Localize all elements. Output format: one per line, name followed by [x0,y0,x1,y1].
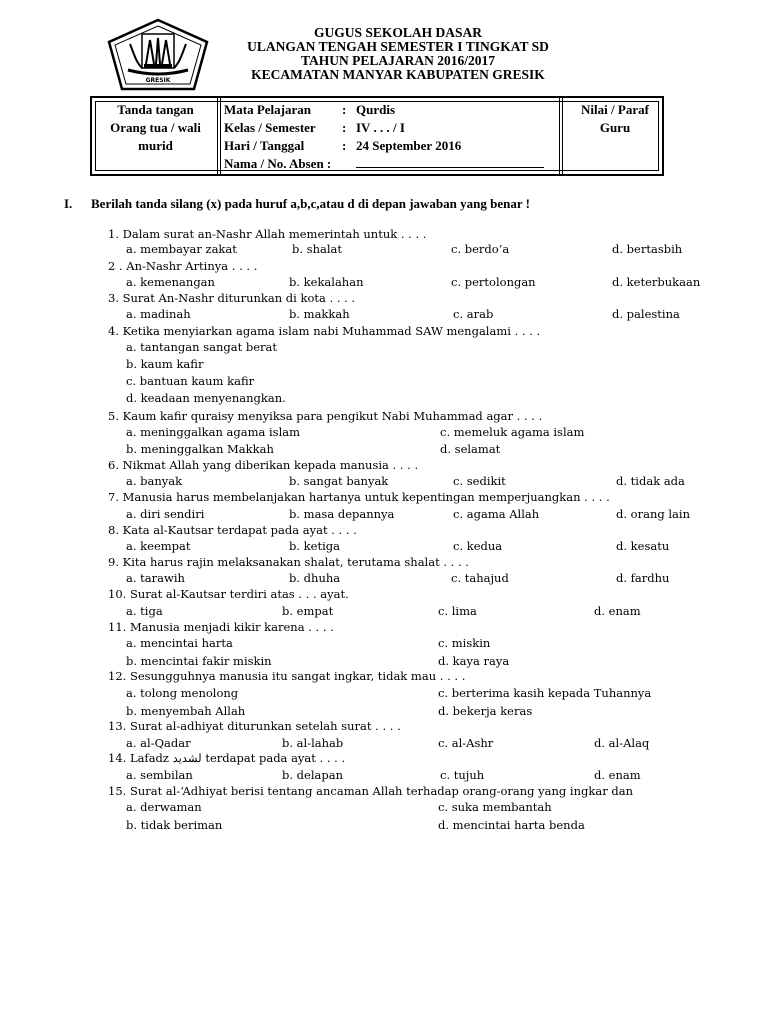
question-3-option-b[interactable]: b. makkah [289,307,350,321]
header-line-4: KECAMATAN MANYAR KABUPATEN GRESIK [251,67,545,82]
class-semester-value: IV . . . / I [356,120,405,135]
grade-line-2: Guru [599,120,631,135]
question-1-option-d[interactable]: d. bertasbih [612,242,683,256]
question-13: 13. Surat al-adhiyat diturunkan setelah surat . . . . [108,719,401,733]
question-10-option-c[interactable]: c. lima [438,604,477,618]
question-1: 1. Dalam surat an-Nashr Allah memerintah untuk . . . . [108,227,427,241]
question-10-option-d[interactable]: d. enam [594,604,641,618]
question-9-option-b[interactable]: b. dhuha [289,571,341,585]
question-5-option-d[interactable]: d. selamat [440,442,501,456]
school-district-logo [106,18,210,92]
question-1-option-c[interactable]: c. berdo’a [451,242,510,256]
column-divider [220,98,221,174]
question-12-option-b[interactable]: b. menyembah Allah [126,704,246,718]
date-label: Hari / Tanggal [224,138,305,153]
question-8-option-c[interactable]: c. kedua [453,539,503,553]
subject-value: Qurdis [356,102,396,117]
question-4-option-c[interactable]: c. bantuan kaum kafir [126,374,255,388]
question-12-option-d[interactable]: d. bekerja keras [438,704,533,718]
question-5-option-b[interactable]: b. meninggalkan Makkah [126,442,274,456]
question-15: 15. Surat al-‘Adhiyat berisi tentang ancaman Allah terhadap orang-orang yang ingkar dan [108,784,633,798]
question-10-option-b[interactable]: b. empat [282,604,334,618]
subject-sep: : [342,102,347,117]
question-4-option-d[interactable]: d. keadaan menyenangkan. [126,391,286,405]
question-11-option-d[interactable]: d. kaya raya [438,654,510,668]
subject-label: Mata Pelajaran [224,102,312,117]
question-1-option-b[interactable]: b. shalat [292,242,342,256]
question-4-option-a[interactable]: a. tantangan sangat berat [126,340,278,354]
question-11-option-b[interactable]: b. mencintai fakir miskin [126,654,272,668]
question-11: 11. Manusia menjadi kikir karena . . . . [108,620,334,634]
subject-row [224,101,395,119]
question-5-option-c[interactable]: c. memeluk agama islam [440,425,585,439]
question-15-option-d[interactable]: d. mencintai harta benda [438,818,585,832]
question-3: 3. Surat An-Nashr diturunkan di kota . . . . [108,291,356,305]
question-11-option-a[interactable]: a. mencintai harta [126,636,233,650]
section-number: I. [64,196,73,211]
parent-signature-cell [94,101,217,155]
question-13-option-c[interactable]: c. al-Ashr [438,736,494,750]
header-line-2: ULANGAN TENGAH SEMESTER I TINGKAT SD [247,39,549,54]
class-semester-row [224,119,405,137]
question-7-option-d[interactable]: d. orang lain [616,507,690,521]
parent-signature-line-3: murid [138,138,173,153]
column-divider [559,98,560,174]
section-instruction [64,196,530,212]
question-9-option-c[interactable]: c. tahajud [451,571,509,585]
question-7-option-b[interactable]: b. masa depannya [289,507,395,521]
question-5-option-a[interactable]: a. meninggalkan agama islam [126,425,301,439]
header-line-3: TAHUN PELAJARAN 2016/2017 [300,53,495,68]
question-7-option-a[interactable]: a. diri sendiri [126,507,205,521]
section-title: Berilah tanda silang (x) pada huruf a,b,c,atau d di depan jawaban yang benar ! [91,196,530,211]
question-13-option-b[interactable]: b. al-lahab [282,736,344,750]
question-12-option-a[interactable]: a. tolong menolong [126,686,239,700]
grade-line-1: Nilai / Paraf [581,102,649,117]
question-6-option-a[interactable]: a. banyak [126,474,183,488]
question-14-option-d[interactable]: d. enam [594,768,641,782]
question-5: 5. Kaum kafir quraisy menyiksa para pengikut Nabi Muhammad agar . . . . [108,409,543,423]
question-1-option-a[interactable]: a. membayar zakat [126,242,237,256]
date-value: 24 September 2016 [356,138,462,153]
question-4: 4. Ketika menyiarkan agama islam nabi Muhammad SAW mengalami . . . . [108,324,541,338]
question-8-option-d[interactable]: d. kesatu [616,539,670,553]
question-8-option-b[interactable]: b. ketiga [289,539,340,553]
logo-text: GRESIK [145,77,171,84]
name-row [224,155,544,173]
question-14: 14. Lafadz لشديد terdapat pada ayat . . . . [108,751,346,765]
question-15-option-c[interactable]: c. suka membantah [438,800,552,814]
question-13-option-d[interactable]: d. al-Alaq [594,736,650,750]
question-14-option-c[interactable]: c. tujuh [440,768,485,782]
question-3-option-d[interactable]: d. palestina [612,307,680,321]
question-3-option-c[interactable]: c. arab [453,307,494,321]
class-semester-label: Kelas / Semester [224,120,316,135]
parent-signature-line-1: Tanda tangan [117,102,194,117]
column-divider [562,98,563,174]
date-sep: : [342,138,347,153]
column-divider [217,98,218,174]
question-10-option-a[interactable]: a. tiga [126,604,163,618]
question-10: 10. Surat al-Kautsar terdiri atas . . . ayat. [108,587,349,601]
question-6-option-c[interactable]: c. sedikit [453,474,506,488]
header-line-1: GUGUS SEKOLAH DASAR [313,25,483,40]
name-label: Nama / No. Absen : [224,156,332,171]
question-9-option-a[interactable]: a. tarawih [126,571,185,585]
question-9: 9. Kita harus rajin melaksanakan shalat, terutama shalat . . . . [108,555,469,569]
question-6-option-d[interactable]: d. tidak ada [616,474,685,488]
question-12: 12. Sesungguhnya manusia itu sangat ingkar, tidak mau . . . . [108,669,466,683]
question-6-option-b[interactable]: b. sangat banyak [289,474,389,488]
question-2-option-a[interactable]: a. kemenangan [126,275,215,289]
question-15-option-a[interactable]: a. derwaman [126,800,202,814]
class-semester-sep: : [342,120,347,135]
parent-signature-line-2: Orang tua / wali [110,120,201,135]
grade-cell [565,101,665,137]
question-7-option-c[interactable]: c. agama Allah [453,507,540,521]
question-12-option-c[interactable]: c. berterima kasih kepada Tuhannya [438,686,652,700]
question-2-option-b[interactable]: b. kekalahan [289,275,364,289]
student-info-box [90,96,664,176]
question-9-option-d[interactable]: d. fardhu [616,571,670,585]
question-13-option-a[interactable]: a. al-Qadar [126,736,191,750]
question-15-option-b[interactable]: b. tidak beriman [126,818,223,832]
question-3-option-a[interactable]: a. madinah [126,307,191,321]
question-8: 8. Kata al-Kautsar terdapat pada ayat . . . . [108,523,357,537]
question-4-option-b[interactable]: b. kaum kafir [126,357,204,371]
question-11-option-c[interactable]: c. miskin [438,636,491,650]
date-row [224,137,461,155]
question-2: 2 . An-Nashr Artinya . . . . [108,259,258,273]
question-7: 7. Manusia harus membelanjakan hartanya untuk kepentingan memperjuangkan . . . . [108,490,610,504]
name-field[interactable] [356,155,544,168]
question-2-option-c[interactable]: c. pertolongan [451,275,536,289]
question-2-option-d[interactable]: d. keterbukaan [612,275,701,289]
question-14-option-a[interactable]: a. sembilan [126,768,193,782]
question-6: 6. Nikmat Allah yang diberikan kepada manusia . . . . [108,458,419,472]
question-14-option-b[interactable]: b. delapan [282,768,343,782]
question-8-option-a[interactable]: a. keempat [126,539,191,553]
